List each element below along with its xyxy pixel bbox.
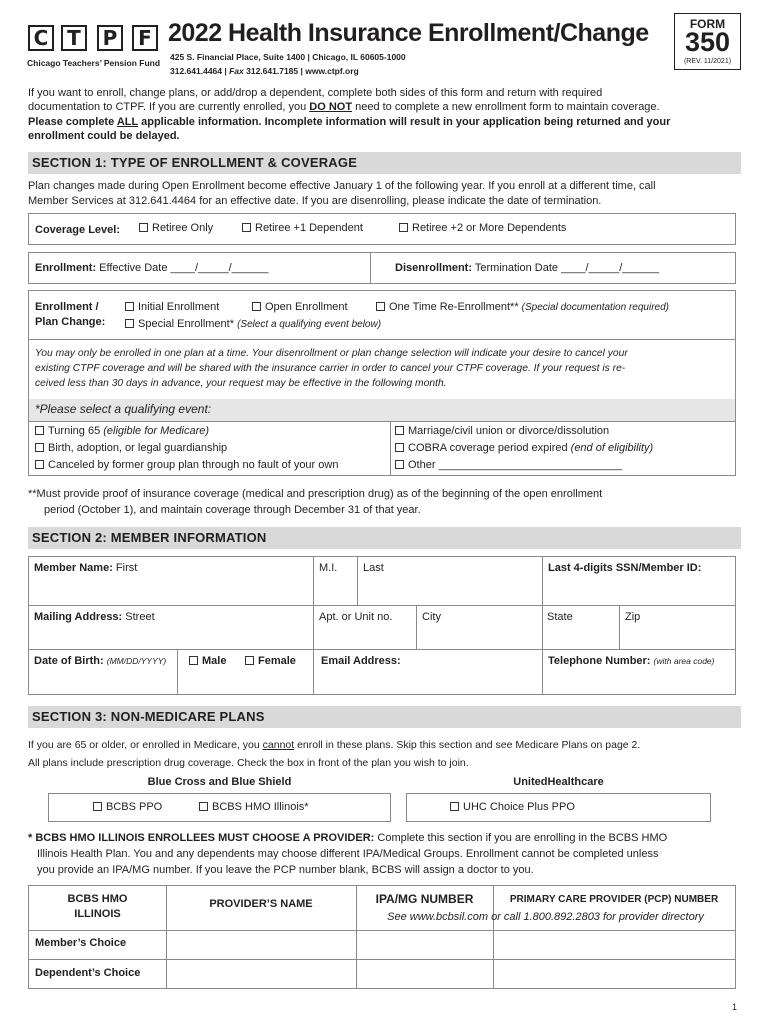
- field-sublabel: (with area code): [653, 656, 715, 666]
- uhc-plans-box: [406, 793, 711, 822]
- field-sublabel: First: [112, 562, 138, 574]
- mailing-address-field[interactable]: [34, 611, 155, 623]
- hmo-provider-table: [28, 885, 736, 989]
- form-number-box: [674, 13, 741, 70]
- option-label: Marriage/civil union or divorce/dissolution: [408, 425, 610, 437]
- notice-line: ceived less than 30 days in advance, your request may be effective in the following month.: [35, 378, 447, 389]
- divider: [29, 605, 735, 606]
- divider: [390, 422, 391, 475]
- divider: [416, 605, 417, 649]
- checkbox[interactable]: [245, 656, 254, 665]
- field-label: Member Name:: [34, 562, 113, 574]
- desc-part: If you are 65 or older, or enrolled in Medicare, you: [28, 739, 263, 751]
- intro-line: [28, 115, 743, 129]
- divider: [313, 649, 314, 694]
- bcbs-heading: Blue Cross and Blue Shield: [147, 776, 292, 788]
- divider: [29, 339, 735, 340]
- logo-letter: P: [97, 25, 123, 51]
- dependents-choice-inputs[interactable]: [167, 960, 735, 988]
- option-label: Retiree +1 Dependent: [255, 222, 363, 234]
- section1-header: SECTION 1: TYPE OF ENROLLMENT & COVERAGE: [28, 152, 741, 174]
- opt-one-time-reenrollment[interactable]: [376, 301, 669, 313]
- section3-header: SECTION 3: NON-MEDICARE PLANS: [28, 706, 741, 728]
- event-canceled-group-plan[interactable]: [35, 459, 338, 471]
- checkbox[interactable]: [125, 302, 134, 311]
- provider-directory-note: See www.bcbsil.com or call 1.800.892.2803 for provider directory: [387, 911, 704, 923]
- enrollment-label: Enrollment:: [35, 262, 97, 274]
- fax-web: 312.641.7185 | www.ctpf.org: [243, 66, 359, 76]
- option-label: Special Enrollment*: [138, 318, 234, 330]
- checkbox[interactable]: [139, 223, 148, 232]
- plan-uhc-choice-plus[interactable]: [450, 801, 575, 813]
- option-label: Retiree +2 or More Dependents: [412, 222, 567, 234]
- note-part: Complete this section if you are enrolling in the BCBS HMO: [374, 832, 668, 844]
- desc-line: Member Services at 312.641.4464 for an effective date. If you are disenrolling, please indicate the date of termination.: [28, 195, 602, 207]
- checkbox[interactable]: [395, 426, 404, 435]
- footnote-line: **Must provide proof of insurance coverage (medical and prescription drug) as of the beginning of the open enrollment: [28, 488, 603, 500]
- coverage-retiree-plus-two[interactable]: [399, 222, 566, 234]
- ssn-member-id-field[interactable]: Last 4-digits SSN/Member ID:: [548, 562, 702, 574]
- hmo-provider-note: [28, 830, 667, 878]
- telephone-field[interactable]: [548, 655, 715, 667]
- effective-date-field: Effective Date ____/_____/______: [96, 262, 269, 274]
- checkbox[interactable]: [395, 460, 404, 469]
- member-info-table: [28, 556, 736, 695]
- checkbox[interactable]: [376, 302, 385, 311]
- enrollment-dates-box: [28, 252, 736, 284]
- section1-description: [28, 179, 656, 209]
- checkbox[interactable]: [242, 223, 251, 232]
- apt-unit-field[interactable]: Apt. or Unit no.: [319, 611, 393, 623]
- divider: [313, 557, 314, 605]
- checkbox[interactable]: [125, 319, 134, 328]
- desc-line: [28, 736, 640, 754]
- plan-change-notice: [35, 346, 628, 391]
- coverage-retiree-plus-one[interactable]: [242, 222, 363, 234]
- checkbox[interactable]: [35, 443, 44, 452]
- option-label: COBRA coverage period expired: [408, 442, 571, 454]
- all-emphasis: ALL: [116, 115, 139, 128]
- checkbox[interactable]: [35, 426, 44, 435]
- note-bold: * BCBS HMO ILLINOIS ENROLLEES MUST CHOOSE A PROVIDER:: [28, 832, 375, 844]
- option-label: BCBS HMO Illinois*: [212, 801, 309, 813]
- opt-special-enrollment[interactable]: [125, 318, 381, 330]
- divider: [313, 605, 314, 649]
- plan-bcbs-hmo-illinois[interactable]: [199, 801, 309, 813]
- notice-line: existing CTPF coverage and will be shared with the insurance carrier in order to cancel your CTPF coverage. If your request is re-: [35, 363, 626, 374]
- logo-letter: T: [61, 25, 87, 51]
- event-birth-adoption[interactable]: [35, 442, 227, 454]
- intro-text-part: applicable information. Incomplete information will result in your application being returned and your: [138, 115, 671, 128]
- do-not-emphasis: DO NOT: [309, 101, 353, 114]
- checkbox[interactable]: [35, 460, 44, 469]
- reenrollment-footnote: [28, 486, 602, 518]
- coverage-level-label: Coverage Level:: [35, 224, 120, 236]
- coverage-level-box: [28, 213, 736, 245]
- col-pcp-number: PRIMARY CARE PROVIDER (PCP) NUMBER: [509, 894, 719, 905]
- desc-line: Plan changes made during Open Enrollment become effective January 1 of the following year. If you enroll at a different time, call: [28, 180, 656, 192]
- event-cobra-expired[interactable]: [395, 442, 653, 454]
- middle-initial-field[interactable]: M.I.: [319, 562, 338, 574]
- note-line: [28, 830, 667, 846]
- plan-bcbs-ppo[interactable]: [93, 801, 162, 813]
- divider: [357, 557, 358, 605]
- section2-header: SECTION 2: MEMBER INFORMATION: [28, 527, 741, 549]
- enrollment-effective-date[interactable]: [35, 262, 268, 274]
- section3-description: [28, 736, 640, 772]
- divider: [619, 605, 620, 649]
- opt-initial-enrollment[interactable]: [125, 301, 219, 313]
- disenrollment-label: Disenrollment:: [395, 262, 473, 274]
- qualifying-event-heading: *Please select a qualifying event:: [35, 402, 212, 416]
- intro-text-part: need to complete a new enrollment form to maintain coverage.: [352, 101, 660, 114]
- qualifying-event-bar: [29, 399, 735, 421]
- col-providers-name: PROVIDER’S NAME: [209, 898, 313, 910]
- city-field[interactable]: City: [422, 611, 441, 623]
- divider: [370, 253, 371, 283]
- intro-line: enrollment could be delayed.: [28, 129, 180, 142]
- address-line: 425 S. Financial Place, Suite 1400 | Chicago, IL 60605-1000: [170, 52, 406, 62]
- label-line: Plan Change:: [35, 316, 106, 328]
- phone: 312.641.4464 |: [170, 66, 230, 76]
- member-name-field[interactable]: [34, 562, 137, 574]
- option-label: UHC Choice Plus PPO: [463, 801, 575, 813]
- note-line: Illinois Health Plan. You and any dependents may choose different IPA/Medical Groups. Enrollment cannot be completed unless: [37, 848, 659, 860]
- date-of-birth-field[interactable]: [34, 655, 166, 667]
- logo-letter: C: [28, 25, 54, 51]
- divider: [29, 649, 735, 650]
- option-label: Female: [258, 655, 296, 667]
- option-note: (Select a qualifying event below): [237, 319, 382, 330]
- form-revision: (REV. 11/2021): [683, 58, 732, 65]
- option-label: Open Enrollment: [265, 301, 348, 313]
- state-field[interactable]: State: [547, 611, 573, 623]
- coverage-retiree-only[interactable]: [139, 222, 213, 234]
- footnote-line: period (October 1), and maintain coverage through December 31 of that year.: [44, 504, 421, 516]
- option-label: Birth, adoption, or legal guardianship: [48, 442, 228, 454]
- option-note: (end of eligibility): [570, 442, 654, 454]
- desc-part: enroll in these plans. Skip this section and see Medicare Plans on page 2.: [294, 739, 641, 751]
- option-label: Initial Enrollment: [138, 301, 220, 313]
- checkbox[interactable]: [189, 656, 198, 665]
- zip-field[interactable]: Zip: [625, 611, 641, 623]
- fax-label: Fax: [229, 66, 244, 76]
- members-choice-inputs[interactable]: [167, 931, 735, 959]
- gender-male[interactable]: [189, 655, 226, 667]
- col-ipa-mg-number: IPA/MG NUMBER: [375, 892, 474, 906]
- logo-letter: F: [132, 25, 158, 51]
- qualifying-events-box: [28, 421, 736, 476]
- intro-text-part: Please complete: [28, 115, 117, 128]
- form-label: FORM: [689, 17, 726, 31]
- event-marriage-divorce[interactable]: [395, 425, 609, 437]
- plan-change-box: [28, 290, 736, 422]
- intro-line: [28, 100, 743, 114]
- form-title: 2022 Health Insurance Enrollment/Change: [168, 19, 649, 47]
- cannot-emphasis: cannot: [262, 739, 295, 751]
- intro-text-part: documentation to CTPF. If you are currently enrolled, you: [28, 101, 310, 114]
- page-number: 1: [732, 1002, 738, 1012]
- divider: [542, 605, 543, 649]
- option-label: One Time Re-Enrollment**: [389, 301, 519, 313]
- option-label: Canceled by former group plan through no fault of your own: [48, 459, 339, 471]
- label-line: Enrollment /: [35, 301, 99, 313]
- opt-open-enrollment[interactable]: [252, 301, 348, 313]
- col-bcbs-hmo-illinois: [29, 892, 166, 922]
- divider: [542, 649, 543, 694]
- last-name-field[interactable]: Last: [363, 562, 384, 574]
- field-sublabel: Street: [122, 611, 155, 623]
- divider: [177, 649, 178, 694]
- note-line: you provide an IPA/MG number. If you leave the PCP number blank, BCBS will assign a doctor to you.: [37, 864, 534, 876]
- desc-line: All plans include prescription drug coverage. Check the box in front of the plan you wish to join.: [28, 757, 469, 769]
- header-line: ILLINOIS: [74, 908, 121, 920]
- bcbs-plans-box: [48, 793, 391, 822]
- header-line: BCBS HMO: [67, 893, 128, 905]
- contact-line: [170, 66, 359, 76]
- option-label: BCBS PPO: [106, 801, 163, 813]
- logo-caption: Chicago Teachers’ Pension Fund: [27, 58, 161, 68]
- option-label: Retiree Only: [152, 222, 214, 234]
- termination-date-field: Termination Date ____/_____/______: [472, 262, 659, 274]
- gender-female[interactable]: [245, 655, 296, 667]
- disenrollment-termination-date[interactable]: [395, 262, 659, 274]
- checkbox[interactable]: [395, 443, 404, 452]
- checkbox[interactable]: [450, 802, 459, 811]
- row-dependents-choice: Dependent’s Choice: [35, 967, 141, 979]
- event-turning-65[interactable]: [35, 425, 209, 437]
- intro-text: [28, 86, 743, 143]
- plan-change-label: [35, 300, 105, 330]
- form-number: 350: [684, 27, 731, 57]
- intro-line: If you want to enroll, change plans, or add/drop a dependent, complete both sides of this form and return with required: [28, 87, 603, 99]
- field-label: Mailing Address:: [34, 611, 123, 623]
- field-label: Telephone Number:: [548, 655, 651, 667]
- uhc-heading: UnitedHealthcare: [513, 776, 604, 788]
- option-label: Male: [202, 655, 227, 667]
- notice-line: You may only be enrolled in one plan at a time. Your disenrollment or plan change selection will indicate your desire to cancel your: [35, 348, 628, 359]
- checkbox[interactable]: [93, 802, 102, 811]
- option-label: Turning 65: [48, 425, 104, 437]
- divider: [542, 557, 543, 605]
- option-note: (Special documentation required): [521, 302, 669, 313]
- option-note: (eligible for Medicare): [103, 425, 210, 437]
- row-members-choice: Member’s Choice: [35, 937, 127, 949]
- checkbox[interactable]: [399, 223, 408, 232]
- email-address-field[interactable]: Email Address:: [321, 655, 401, 667]
- field-sublabel: (MM/DD/YYYY): [106, 656, 167, 666]
- checkbox[interactable]: [199, 802, 208, 811]
- event-other[interactable]: [395, 459, 622, 471]
- field-label: Date of Birth:: [34, 655, 104, 667]
- checkbox[interactable]: [252, 302, 261, 311]
- option-label: Other ______________________________: [408, 459, 623, 471]
